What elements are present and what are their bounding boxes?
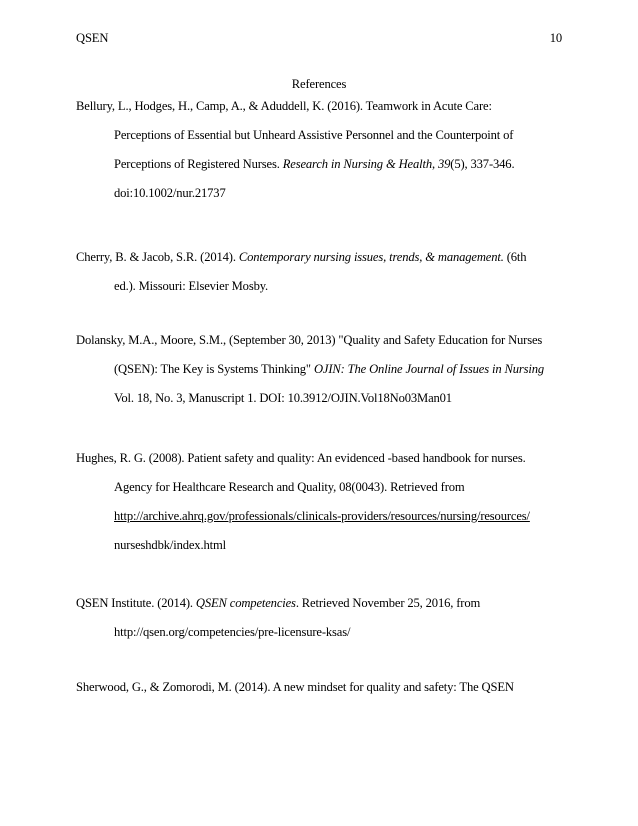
reference-italic-text: Research in Nursing & Health: [282, 157, 432, 171]
reference-link[interactable]: http://archive.ahrq.gov/professionals/clinicals-providers/resources/nursing/resources/: [114, 509, 530, 523]
reference-text: Sherwood, G., & Zomorodi, M. (2014). A new mindset for quality and safety: The QSEN: [76, 680, 514, 694]
reference-italic-text: OJIN: The Online Journal of Issues in Nursing: [313, 362, 545, 376]
reference-line: [76, 99, 566, 128]
reference-line: [76, 186, 566, 215]
reference-entry-qsen-institute: [76, 596, 566, 654]
reference-italic-text: Contemporary nursing issues, trends, & management.: [238, 250, 504, 264]
reference-entry-sherwood: [76, 680, 566, 709]
page-number: 10: [549, 31, 562, 45]
reference-line: [76, 596, 566, 625]
reference-text: http://qsen.org/competencies/pre-licensure-ksas/: [114, 625, 351, 639]
reference-line: [76, 625, 566, 654]
reference-text: Perceptions of Essential but Unheard Assistive Personnel and the Counterpoint of: [114, 128, 514, 142]
reference-text: ed.). Missouri: Elsevier Mosby.: [114, 279, 269, 293]
reference-text: Hughes, R. G. (2008). Patient safety and quality: An evidenced -based handbook for nurses.: [76, 451, 526, 465]
reference-text: Dolansky, M.A., Moore, S.M., (September 30, 2013) "Quality and Safety Education for Nurses: [76, 333, 543, 347]
reference-text: doi:10.1002/nur.21737: [114, 186, 226, 200]
reference-text: nurseshdbk/index.html: [114, 538, 226, 552]
reference-text: ,: [431, 157, 438, 171]
reference-line: [76, 391, 566, 420]
reference-entry-cherry: [76, 250, 566, 308]
reference-line: [76, 157, 566, 186]
reference-line: [76, 250, 566, 279]
reference-text: . Retrieved November 25, 2016, from: [295, 596, 481, 610]
reference-line: [76, 128, 566, 157]
reference-line: [76, 333, 566, 362]
references-title: References: [291, 77, 347, 91]
reference-line: [76, 451, 566, 480]
running-head: QSEN: [76, 31, 109, 45]
reference-italic-text: 39: [437, 157, 451, 171]
reference-text: (QSEN): The Key is Systems Thinking": [114, 362, 314, 376]
reference-text: Cherry, B. & Jacob, S.R. (2014).: [76, 250, 239, 264]
reference-line: [76, 362, 566, 391]
reference-text: QSEN Institute. (2014).: [76, 596, 196, 610]
reference-entry-bellury: [76, 99, 566, 215]
reference-entry-hughes: [76, 451, 566, 567]
reference-text: Perceptions of Registered Nurses.: [114, 157, 283, 171]
reference-text: Bellury, L., Hodges, H., Camp, A., & Aduddell, K. (2016). Teamwork in Acute Care:: [76, 99, 492, 113]
reference-line: [76, 538, 566, 567]
reference-line: [76, 480, 566, 509]
reference-entry-dolansky: [76, 333, 566, 420]
reference-italic-text: QSEN competencies: [195, 596, 296, 610]
reference-line: [76, 509, 566, 538]
reference-text: (6th: [503, 250, 527, 264]
reference-text: Agency for Healthcare Research and Quality, 08(0043). Retrieved from: [114, 480, 465, 494]
reference-text: Vol. 18, No. 3, Manuscript 1. DOI: 10.3912/OJIN.Vol18No03Man01: [114, 391, 452, 405]
reference-line: [76, 279, 566, 308]
reference-text: (5), 337-346.: [450, 157, 515, 171]
reference-line: [76, 680, 566, 709]
